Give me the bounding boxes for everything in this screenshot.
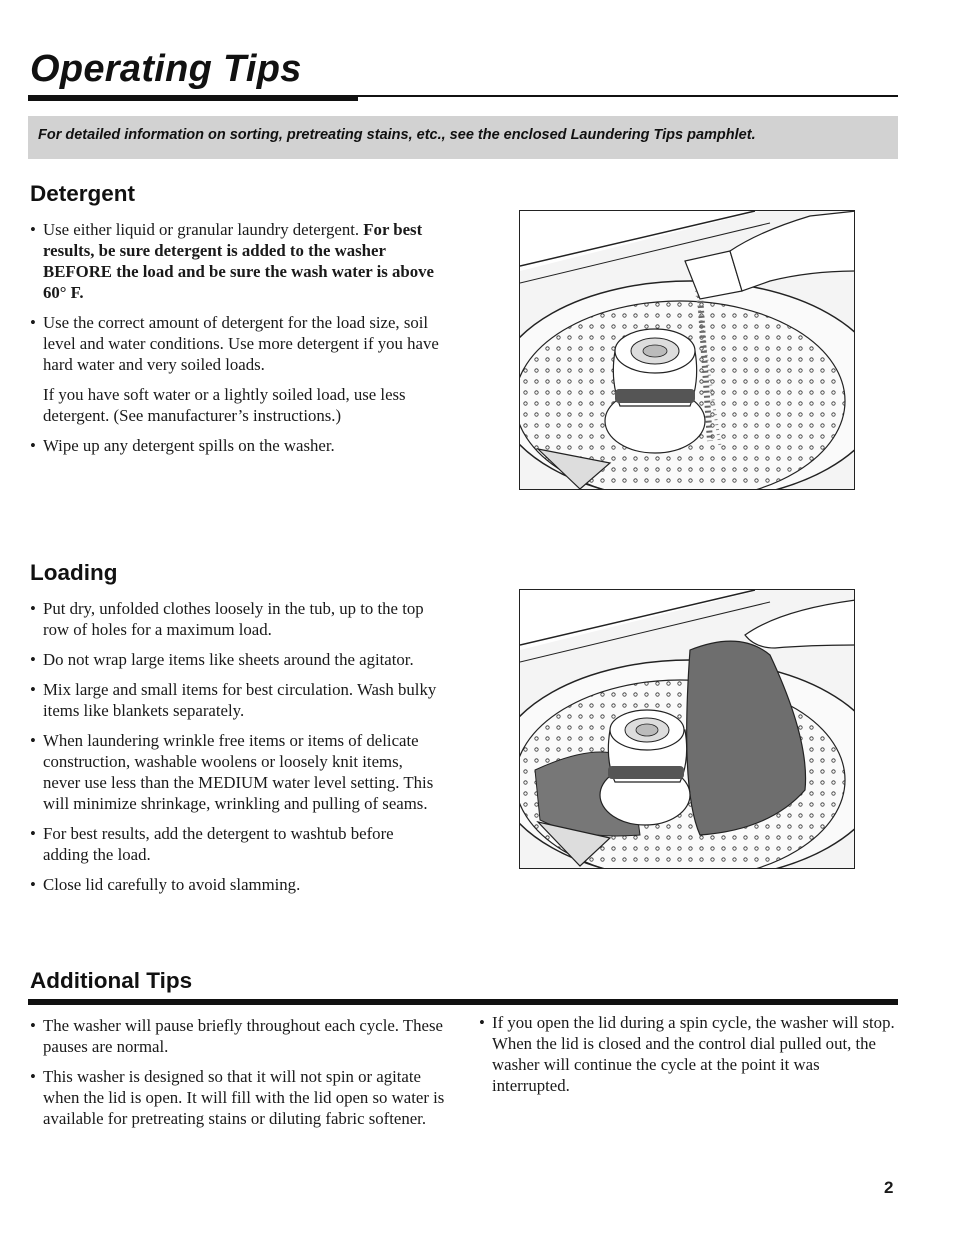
additional-tips-heading: Additional Tips [30, 968, 193, 993]
pouring-detergent-illustration [520, 211, 855, 490]
loading-list [30, 598, 442, 904]
list-item-continuation: If you have soft water or a lightly soiled load, use less detergent. (See manufacturer’s instructions.) [43, 385, 406, 425]
list-item: • Mix large and small items for best circulation. Wash bulky items like blankets separately. [30, 679, 442, 721]
list-item: • Do not wrap large items like sheets around the agitator. [30, 649, 442, 670]
list-item: • If you open the lid during a spin cycle, the washer will stop. When the lid is closed and the control dial pulled out, the washer will continue the cycle at the point it was interrupted. [479, 1012, 897, 1096]
list-item [30, 219, 442, 303]
loading-illustration [519, 589, 855, 869]
page-title: Operating Tips [30, 48, 302, 90]
list-item: • This washer is designed so that it will not spin or agitate when the lid is open. It will fill with the lid open so water is available for pretreating stains or diluting fabric softener. [30, 1066, 450, 1129]
list-item: • The washer will pause briefly throughout each cycle. These pauses are normal. [30, 1015, 450, 1057]
list-item: • Wipe up any detergent spills on the washer. [30, 435, 442, 456]
detergent-heading: Detergent [30, 181, 136, 206]
detergent-list [30, 219, 442, 465]
list-item: • Close lid carefully to avoid slamming. [30, 874, 442, 895]
info-banner: For detailed information on sorting, pretreating stains, etc., see the enclosed Laundering Tips pamphlet. [28, 116, 898, 159]
list-item: • For best results, add the detergent to washtub before adding the load. [30, 823, 442, 865]
loading-clothes-illustration [520, 590, 855, 869]
additional-right-list [479, 1012, 897, 1105]
detergent-illustration [519, 210, 855, 490]
page-number: 2 [884, 1178, 894, 1197]
title-rule-accent [28, 95, 358, 101]
list-item: • Put dry, unfolded clothes loosely in the tub, up to the top row of holes for a maximum load. [30, 598, 442, 640]
list-item: • When laundering wrinkle free items or items of delicate construction, washable woolens or loosely knit items, never use less than the MEDIUM water level setting. This will minimize shrinkage, wrinkling and pulling of seams. [30, 730, 442, 814]
additional-tips-rule [28, 999, 898, 1005]
detergent-bullet-text: Use either liquid or granular laundry detergent. [43, 220, 364, 239]
list-item: • Use the correct amount of detergent for the load size, soil level and water conditions. Use more detergent if you have hard water and very soiled loads. [30, 312, 442, 375]
loading-heading: Loading [30, 560, 118, 585]
detergent-bullet-bold: For best results, be sure detergent is added to the washer BEFORE the load and be sure the wash water is above 60° F. [43, 220, 434, 302]
additional-left-list [30, 1015, 450, 1138]
